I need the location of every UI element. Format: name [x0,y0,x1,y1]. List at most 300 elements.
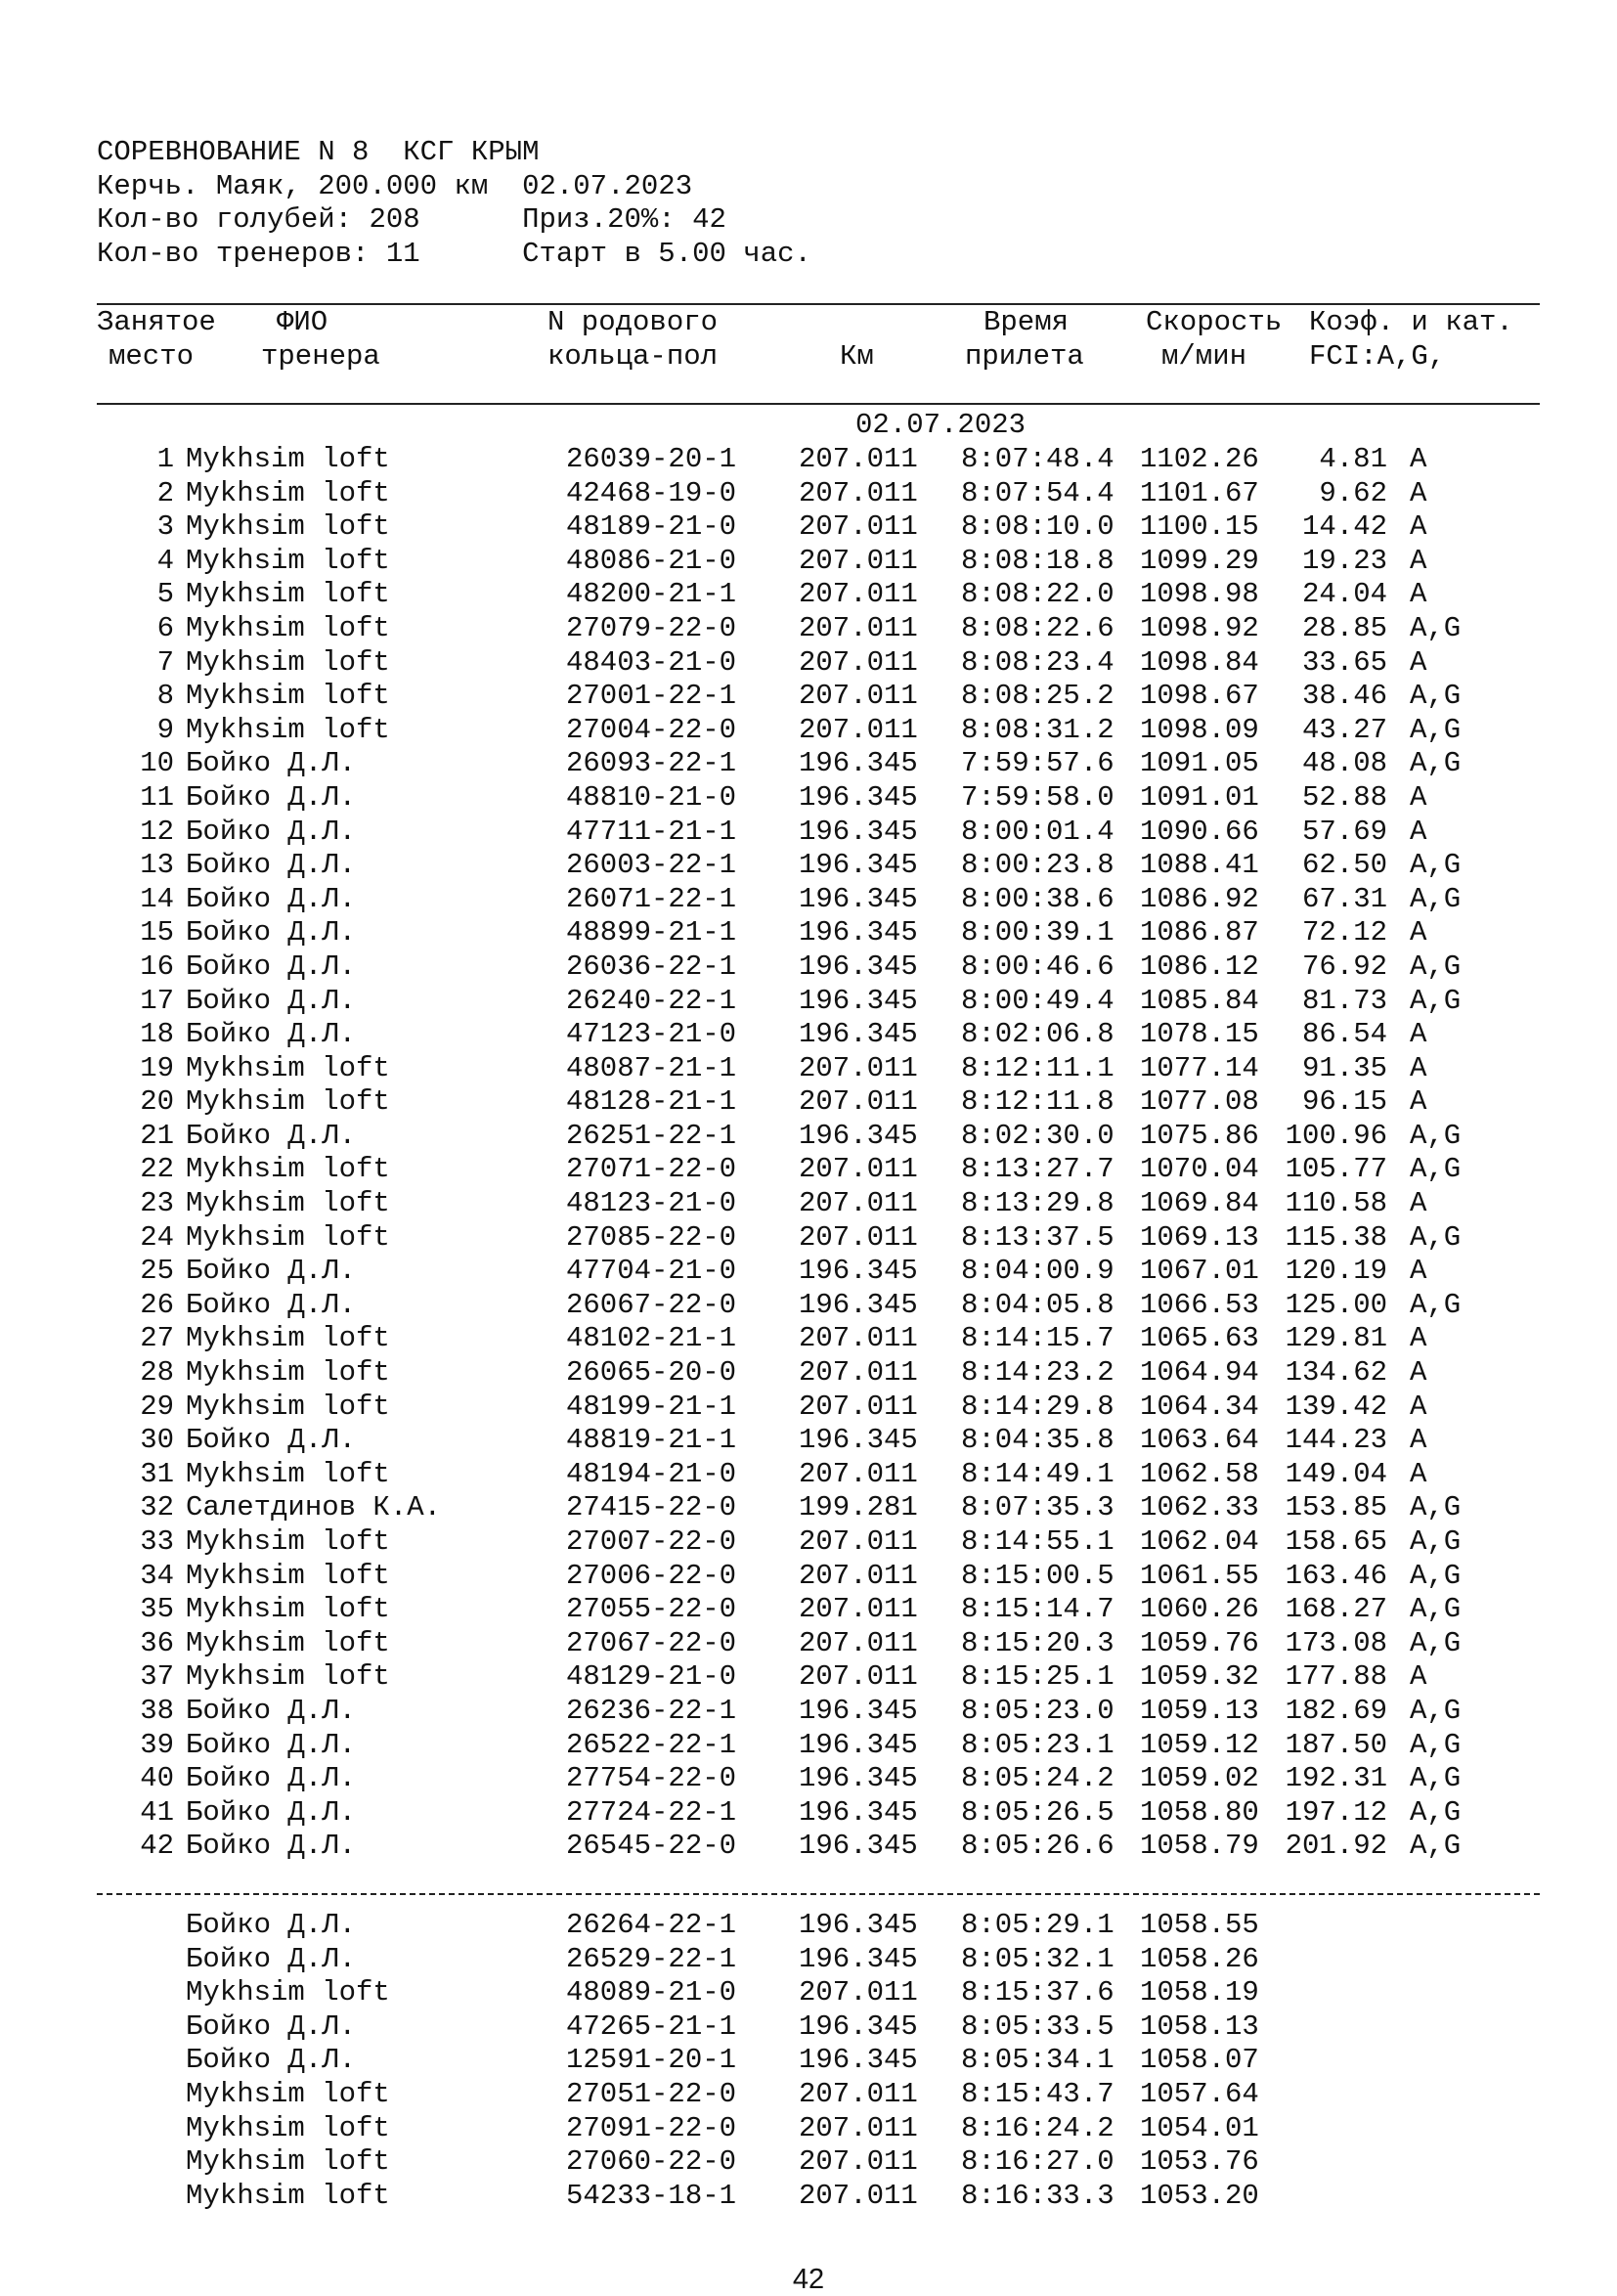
place-cell: 20 [140,1085,174,1119]
ring-number-cell: 48819-21-1 [566,1424,737,1457]
arrival-time-cell: 8:15:43.7 [961,2077,1114,2110]
trainer-name-cell: Mykhsim loft [186,510,390,544]
distance-cell: 196.345 [799,1424,918,1457]
speed-cell: 1069.84 [1140,1187,1259,1220]
speed-cell: 1064.34 [1140,1390,1259,1423]
coefficient-cell: 182.69 [1285,1694,1387,1727]
place-cell: 19 [140,1051,174,1084]
speed-cell: 1062.33 [1140,1491,1259,1524]
distance-cell: 207.011 [799,544,918,577]
speed-cell: 1098.92 [1140,611,1259,644]
arrival-time-cell: 8:02:30.0 [961,1119,1114,1152]
arrival-time-cell: 7:59:57.6 [961,747,1114,780]
arrival-time-cell: 8:15:00.5 [961,1559,1114,1592]
trainer-name-cell: Бойко Д.Л. [186,1694,357,1727]
arrival-time-cell: 8:00:46.6 [961,949,1114,983]
coefficient-cell: 163.46 [1285,1559,1387,1592]
distance-cell: 196.345 [799,882,918,915]
speed-cell: 1059.13 [1140,1694,1259,1727]
result-row [0,1289,1617,1323]
arrival-time-cell: 8:14:23.2 [961,1356,1114,1390]
result-row [0,1255,1617,1289]
result-row [0,1560,1617,1594]
trainer-name-cell: Бойко Д.Л. [186,1909,357,1941]
coefficient-cell: 177.88 [1285,1660,1387,1694]
result-row [0,816,1617,850]
place-cell: 24 [140,1220,174,1254]
distance-cell: 207.011 [799,1559,918,1592]
coefficient-cell: 129.81 [1285,1322,1387,1355]
ring-number-cell: 26093-22-1 [566,747,737,780]
ring-number-cell: 27001-22-1 [566,680,737,713]
result-row [0,714,1617,748]
result-row [0,1943,1617,1977]
place-cell: 35 [140,1593,174,1626]
speed-cell: 1098.09 [1140,713,1259,746]
result-row [0,1660,1617,1695]
arrival-time-cell: 8:05:29.1 [961,1909,1114,1941]
trainer-name-cell: Mykhsim loft [186,1626,390,1659]
arrival-time-cell: 8:08:18.8 [961,544,1114,577]
distance-cell: 196.345 [799,849,918,882]
place-cell: 22 [140,1153,174,1186]
header-rule-top [97,303,1540,305]
coefficient-cell: 134.62 [1285,1356,1387,1390]
category-cell: A [1410,443,1427,475]
col-name-label-2: тренера [261,340,380,373]
category-cell: A,G [1410,1119,1462,1152]
trainer-name-cell: Mykhsim loft [186,2179,390,2212]
place-cell: 10 [140,747,174,780]
category-cell: A [1410,1424,1427,1457]
distance-cell: 196.345 [799,2044,918,2077]
result-row [0,1085,1617,1120]
result-row [0,2112,1617,2146]
coefficient-cell: 52.88 [1301,780,1387,814]
speed-cell: 1077.08 [1140,1085,1259,1119]
distance-cell: 196.345 [799,1830,918,1863]
place-cell: 37 [140,1660,174,1694]
ring-number-cell: 48087-21-1 [566,1051,737,1084]
result-row [0,646,1617,681]
result-row [0,849,1617,883]
ring-number-cell: 26522-22-1 [566,1728,737,1761]
category-cell: A,G [1410,984,1462,1017]
place-cell: 30 [140,1424,174,1457]
ring-number-cell: 27091-22-0 [566,2111,737,2144]
coefficient-cell: 43.27 [1301,713,1387,746]
place-cell: 26 [140,1288,174,1321]
coefficient-cell: 4.81 [1319,443,1387,475]
coefficient-cell: 33.65 [1301,645,1387,679]
result-row [0,1391,1617,1425]
distance-cell: 207.011 [799,1390,918,1423]
distance-cell: 207.011 [799,1593,918,1626]
distance-cell: 207.011 [799,1220,918,1254]
place-cell: 1 [156,443,174,475]
speed-cell: 1060.26 [1140,1593,1259,1626]
category-cell: A,G [1410,713,1462,746]
category-cell: A,G [1410,1593,1462,1626]
result-row [0,1153,1617,1187]
ring-number-cell: 26067-22-0 [566,1288,737,1321]
coefficient-cell: 149.04 [1285,1457,1387,1490]
arrival-time-cell: 8:07:48.4 [961,443,1114,475]
arrival-time-cell: 8:05:23.1 [961,1728,1114,1761]
arrival-time-cell: 8:15:14.7 [961,1593,1114,1626]
speed-cell: 1067.01 [1140,1255,1259,1288]
trainer-name-cell: Бойко Д.Л. [186,2044,357,2077]
ring-number-cell: 27004-22-0 [566,713,737,746]
ring-number-cell: 27006-22-0 [566,1559,737,1592]
arrival-time-cell: 8:08:25.2 [961,680,1114,713]
arrival-time-cell: 8:08:23.4 [961,645,1114,679]
trainer-name-cell: Mykhsim loft [186,1085,390,1119]
result-row [0,1458,1617,1492]
result-row [0,1221,1617,1256]
distance-cell: 196.345 [799,1288,918,1321]
ring-number-cell: 48899-21-1 [566,916,737,949]
trainer-name-cell: Mykhsim loft [186,2111,390,2144]
col-speed-label-1: Скорость [1146,306,1283,338]
ring-number-cell: 48200-21-1 [566,578,737,611]
trainer-name-cell: Бойко Д.Л. [186,2009,357,2043]
category-cell: A [1410,645,1427,679]
place-cell: 29 [140,1390,174,1423]
trainer-name-cell: Mykhsim loft [186,1187,390,1220]
page-number: 42 [792,2264,825,2295]
ring-number-cell: 26039-20-1 [566,443,737,475]
place-cell: 8 [156,680,174,713]
result-row [0,578,1617,612]
ring-number-cell: 27007-22-0 [566,1525,737,1558]
coefficient-cell: 201.92 [1285,1830,1387,1863]
place-cell: 40 [140,1762,174,1795]
place-cell: 42 [140,1830,174,1863]
place-cell: 14 [140,882,174,915]
coefficient-cell: 62.50 [1301,849,1387,882]
trainer-name-cell: Mykhsim loft [186,680,390,713]
speed-cell: 1058.07 [1140,2044,1259,2077]
result-row [0,1120,1617,1154]
speed-cell: 1085.84 [1140,984,1259,1017]
trainer-name-cell: Mykhsim loft [186,1457,390,1490]
category-cell: A [1410,1390,1427,1423]
place-cell: 9 [156,713,174,746]
result-row [0,1627,1617,1661]
coefficient-cell: 115.38 [1285,1220,1387,1254]
speed-cell: 1053.20 [1140,2179,1259,2212]
distance-cell: 207.011 [799,1051,918,1084]
arrival-time-cell: 8:08:22.0 [961,578,1114,611]
distance-cell: 196.345 [799,1795,918,1829]
arrival-time-cell: 8:05:33.5 [961,2009,1114,2043]
coefficient-cell: 67.31 [1301,882,1387,915]
speed-cell: 1062.04 [1140,1525,1259,1558]
arrival-time-cell: 8:16:27.0 [961,2145,1114,2179]
coefficient-cell: 86.54 [1301,1018,1387,1051]
speed-cell: 1099.29 [1140,544,1259,577]
place-cell: 21 [140,1119,174,1152]
col-name-label-1: ФИО [277,306,328,338]
trainer-name-cell: Mykhsim loft [186,476,390,509]
trainer-name-cell: Бойко Д.Л. [186,1942,357,1975]
category-cell: A [1410,510,1427,544]
arrival-time-cell: 8:05:32.1 [961,1942,1114,1975]
category-cell: A,G [1410,1559,1462,1592]
distance-cell: 196.345 [799,1119,918,1152]
arrival-time-cell: 8:15:25.1 [961,1660,1114,1694]
speed-cell: 1086.12 [1140,949,1259,983]
coefficient-cell: 81.73 [1301,984,1387,1017]
place-cell: 25 [140,1255,174,1288]
distance-cell: 196.345 [799,1018,918,1051]
place-cell: 28 [140,1356,174,1390]
category-cell: A [1410,1457,1427,1490]
distance-cell: 207.011 [799,1976,918,2009]
coefficient-cell: 197.12 [1285,1795,1387,1829]
distance-cell: 196.345 [799,1762,918,1795]
place-cell: 33 [140,1525,174,1558]
category-cell: A,G [1410,1220,1462,1254]
result-row [0,1729,1617,1763]
result-row [0,1976,1617,2010]
category-cell: A,G [1410,849,1462,882]
distance-cell: 207.011 [799,1085,918,1119]
speed-cell: 1077.14 [1140,1051,1259,1084]
distance-cell: 196.345 [799,1942,918,1975]
category-cell: A [1410,916,1427,949]
coefficient-cell: 187.50 [1285,1728,1387,1761]
prize-cutoff-divider [97,1893,1540,1895]
trainer-name-cell: Бойко Д.Л. [186,949,357,983]
distance-cell: 207.011 [799,510,918,544]
place-cell: 6 [156,611,174,644]
ring-number-cell: 48403-21-0 [566,645,737,679]
category-cell: A [1410,1356,1427,1390]
result-row [0,1830,1617,1864]
place-cell: 18 [140,1018,174,1051]
result-row [0,985,1617,1019]
trainer-name-cell: Mykhsim loft [186,1356,390,1390]
distance-cell: 207.011 [799,680,918,713]
distance-cell: 207.011 [799,2145,918,2179]
distance-cell: 199.281 [799,1491,918,1524]
ring-number-cell: 26071-22-1 [566,882,737,915]
trainer-name-cell: Mykhsim loft [186,1559,390,1592]
arrival-time-cell: 8:14:29.8 [961,1390,1114,1423]
result-row [0,680,1617,714]
category-cell: A [1410,1085,1427,1119]
coefficient-cell: 144.23 [1285,1424,1387,1457]
arrival-time-cell: 8:05:26.5 [961,1795,1114,1829]
trainer-name-cell: Mykhsim loft [186,578,390,611]
result-row [0,477,1617,511]
distance-cell: 207.011 [799,443,918,475]
distance-cell: 207.011 [799,645,918,679]
ring-number-cell: 26236-22-1 [566,1694,737,1727]
distance-cell: 207.011 [799,1187,918,1220]
coefficient-cell: 91.35 [1301,1051,1387,1084]
result-row [0,1018,1617,1052]
result-row [0,1909,1617,1943]
coefficient-cell: 192.31 [1285,1762,1387,1795]
distance-cell: 196.345 [799,1255,918,1288]
place-cell: 4 [156,544,174,577]
distance-cell: 196.345 [799,1909,918,1941]
coefficient-cell: 105.77 [1285,1153,1387,1186]
ring-number-cell: 48123-21-0 [566,1187,737,1220]
category-cell: A [1410,544,1427,577]
ring-number-cell: 26529-22-1 [566,1942,737,1975]
distance-cell: 196.345 [799,780,918,814]
speed-cell: 1059.32 [1140,1660,1259,1694]
ring-number-cell: 26003-22-1 [566,849,737,882]
coefficient-cell: 139.42 [1285,1390,1387,1423]
ring-number-cell: 26065-20-0 [566,1356,737,1390]
trainer-name-cell: Mykhsim loft [186,1976,390,2009]
ring-number-cell: 48189-21-0 [566,510,737,544]
category-cell: A,G [1410,882,1462,915]
coefficient-cell: 9.62 [1319,476,1387,509]
speed-cell: 1057.64 [1140,2077,1259,2110]
distance-cell: 207.011 [799,611,918,644]
ring-number-cell: 27079-22-0 [566,611,737,644]
category-cell: A,G [1410,611,1462,644]
speed-cell: 1065.63 [1140,1322,1259,1355]
distance-cell: 196.345 [799,916,918,949]
place-cell: 23 [140,1187,174,1220]
result-row [0,1356,1617,1391]
speed-cell: 1061.55 [1140,1559,1259,1592]
arrival-time-cell: 8:15:20.3 [961,1626,1114,1659]
category-cell: A [1410,1187,1427,1220]
col-place-label-2: место [109,340,195,373]
speed-cell: 1053.76 [1140,2145,1259,2179]
ring-number-cell: 26251-22-1 [566,1119,737,1152]
result-row [0,916,1617,950]
ring-number-cell: 27415-22-0 [566,1491,737,1524]
result-row [0,1052,1617,1086]
arrival-time-cell: 8:05:26.6 [961,1830,1114,1863]
distance-cell: 196.345 [799,815,918,848]
coefficient-cell: 110.58 [1285,1187,1387,1220]
category-cell: A,G [1410,949,1462,983]
arrival-time-cell: 8:13:37.5 [961,1220,1114,1254]
category-cell: A,G [1410,680,1462,713]
coefficient-cell: 100.96 [1285,1119,1387,1152]
ring-number-cell: 48129-21-0 [566,1660,737,1694]
result-row [0,1424,1617,1458]
place-cell: 11 [140,780,174,814]
ring-number-cell: 27051-22-0 [566,2077,737,2110]
arrival-time-cell: 8:14:49.1 [961,1457,1114,1490]
trainer-name-cell: Бойко Д.Л. [186,1830,357,1863]
col-coef-label-1: Коэф. и кат. [1309,306,1513,338]
trainer-name-cell: Mykhsim loft [186,713,390,746]
ring-number-cell: 27724-22-1 [566,1795,737,1829]
result-row [0,2180,1617,2214]
place-cell: 31 [140,1457,174,1490]
speed-cell: 1100.15 [1140,510,1259,544]
trainer-name-cell: Mykhsim loft [186,2077,390,2110]
distance-cell: 207.011 [799,1660,918,1694]
coefficient-cell: 57.69 [1301,815,1387,848]
col-time-label-1: Время [983,306,1070,338]
result-row [0,2044,1617,2078]
ring-number-cell: 42468-19-0 [566,476,737,509]
distance-cell: 196.345 [799,2009,918,2043]
arrival-time-cell: 8:00:39.1 [961,916,1114,949]
category-cell: A [1410,1018,1427,1051]
result-row [0,510,1617,545]
speed-cell: 1064.94 [1140,1356,1259,1390]
trainer-name-cell: Бойко Д.Л. [186,984,357,1017]
distance-cell: 196.345 [799,984,918,1017]
arrival-time-cell: 8:00:49.4 [961,984,1114,1017]
category-cell: A [1410,780,1427,814]
distance-cell: 207.011 [799,1525,918,1558]
place-cell: 27 [140,1322,174,1355]
coefficient-cell: 24.04 [1301,578,1387,611]
distance-cell: 207.011 [799,713,918,746]
arrival-time-cell: 8:04:00.9 [961,1255,1114,1288]
ring-number-cell: 48194-21-0 [566,1457,737,1490]
result-row [0,1762,1617,1796]
arrival-time-cell: 8:00:23.8 [961,849,1114,882]
speed-cell: 1101.67 [1140,476,1259,509]
category-cell: A [1410,1051,1427,1084]
result-row [0,1593,1617,1627]
coefficient-cell: 48.08 [1301,747,1387,780]
col-ring-label-1: N родового [547,306,719,338]
coefficient-cell: 38.46 [1301,680,1387,713]
speed-cell: 1062.58 [1140,1457,1259,1490]
ring-number-cell: 26545-22-0 [566,1830,737,1863]
speed-cell: 1091.05 [1140,747,1259,780]
trainer-name-cell: Бойко Д.Л. [186,747,357,780]
place-cell: 3 [156,510,174,544]
arrival-time-cell: 8:14:15.7 [961,1322,1114,1355]
result-row [0,545,1617,579]
trainer-name-cell: Бойко Д.Л. [186,1018,357,1051]
date-group-label: 02.07.2023 [855,409,1027,441]
place-cell: 12 [140,815,174,848]
speed-cell: 1102.26 [1140,443,1259,475]
ring-number-cell: 47704-21-0 [566,1255,737,1288]
col-time-label-2: прилета [965,340,1084,373]
arrival-time-cell: 8:08:10.0 [961,510,1114,544]
distance-cell: 207.011 [799,1356,918,1390]
distance-cell: 207.011 [799,2111,918,2144]
coefficient-cell: 153.85 [1285,1491,1387,1524]
result-row [0,612,1617,646]
ring-number-cell: 27071-22-0 [566,1153,737,1186]
distance-cell: 196.345 [799,1728,918,1761]
arrival-time-cell: 8:16:24.2 [961,2111,1114,2144]
distance-cell: 207.011 [799,1457,918,1490]
speed-cell: 1086.87 [1140,916,1259,949]
coefficient-cell: 14.42 [1301,510,1387,544]
place-cell: 13 [140,849,174,882]
speed-cell: 1058.13 [1140,2009,1259,2043]
distance-cell: 207.011 [799,476,918,509]
speed-cell: 1058.55 [1140,1909,1259,1941]
arrival-time-cell: 8:16:33.3 [961,2179,1114,2212]
arrival-time-cell: 7:59:58.0 [961,780,1114,814]
distance-cell: 196.345 [799,949,918,983]
arrival-time-cell: 8:08:22.6 [961,611,1114,644]
